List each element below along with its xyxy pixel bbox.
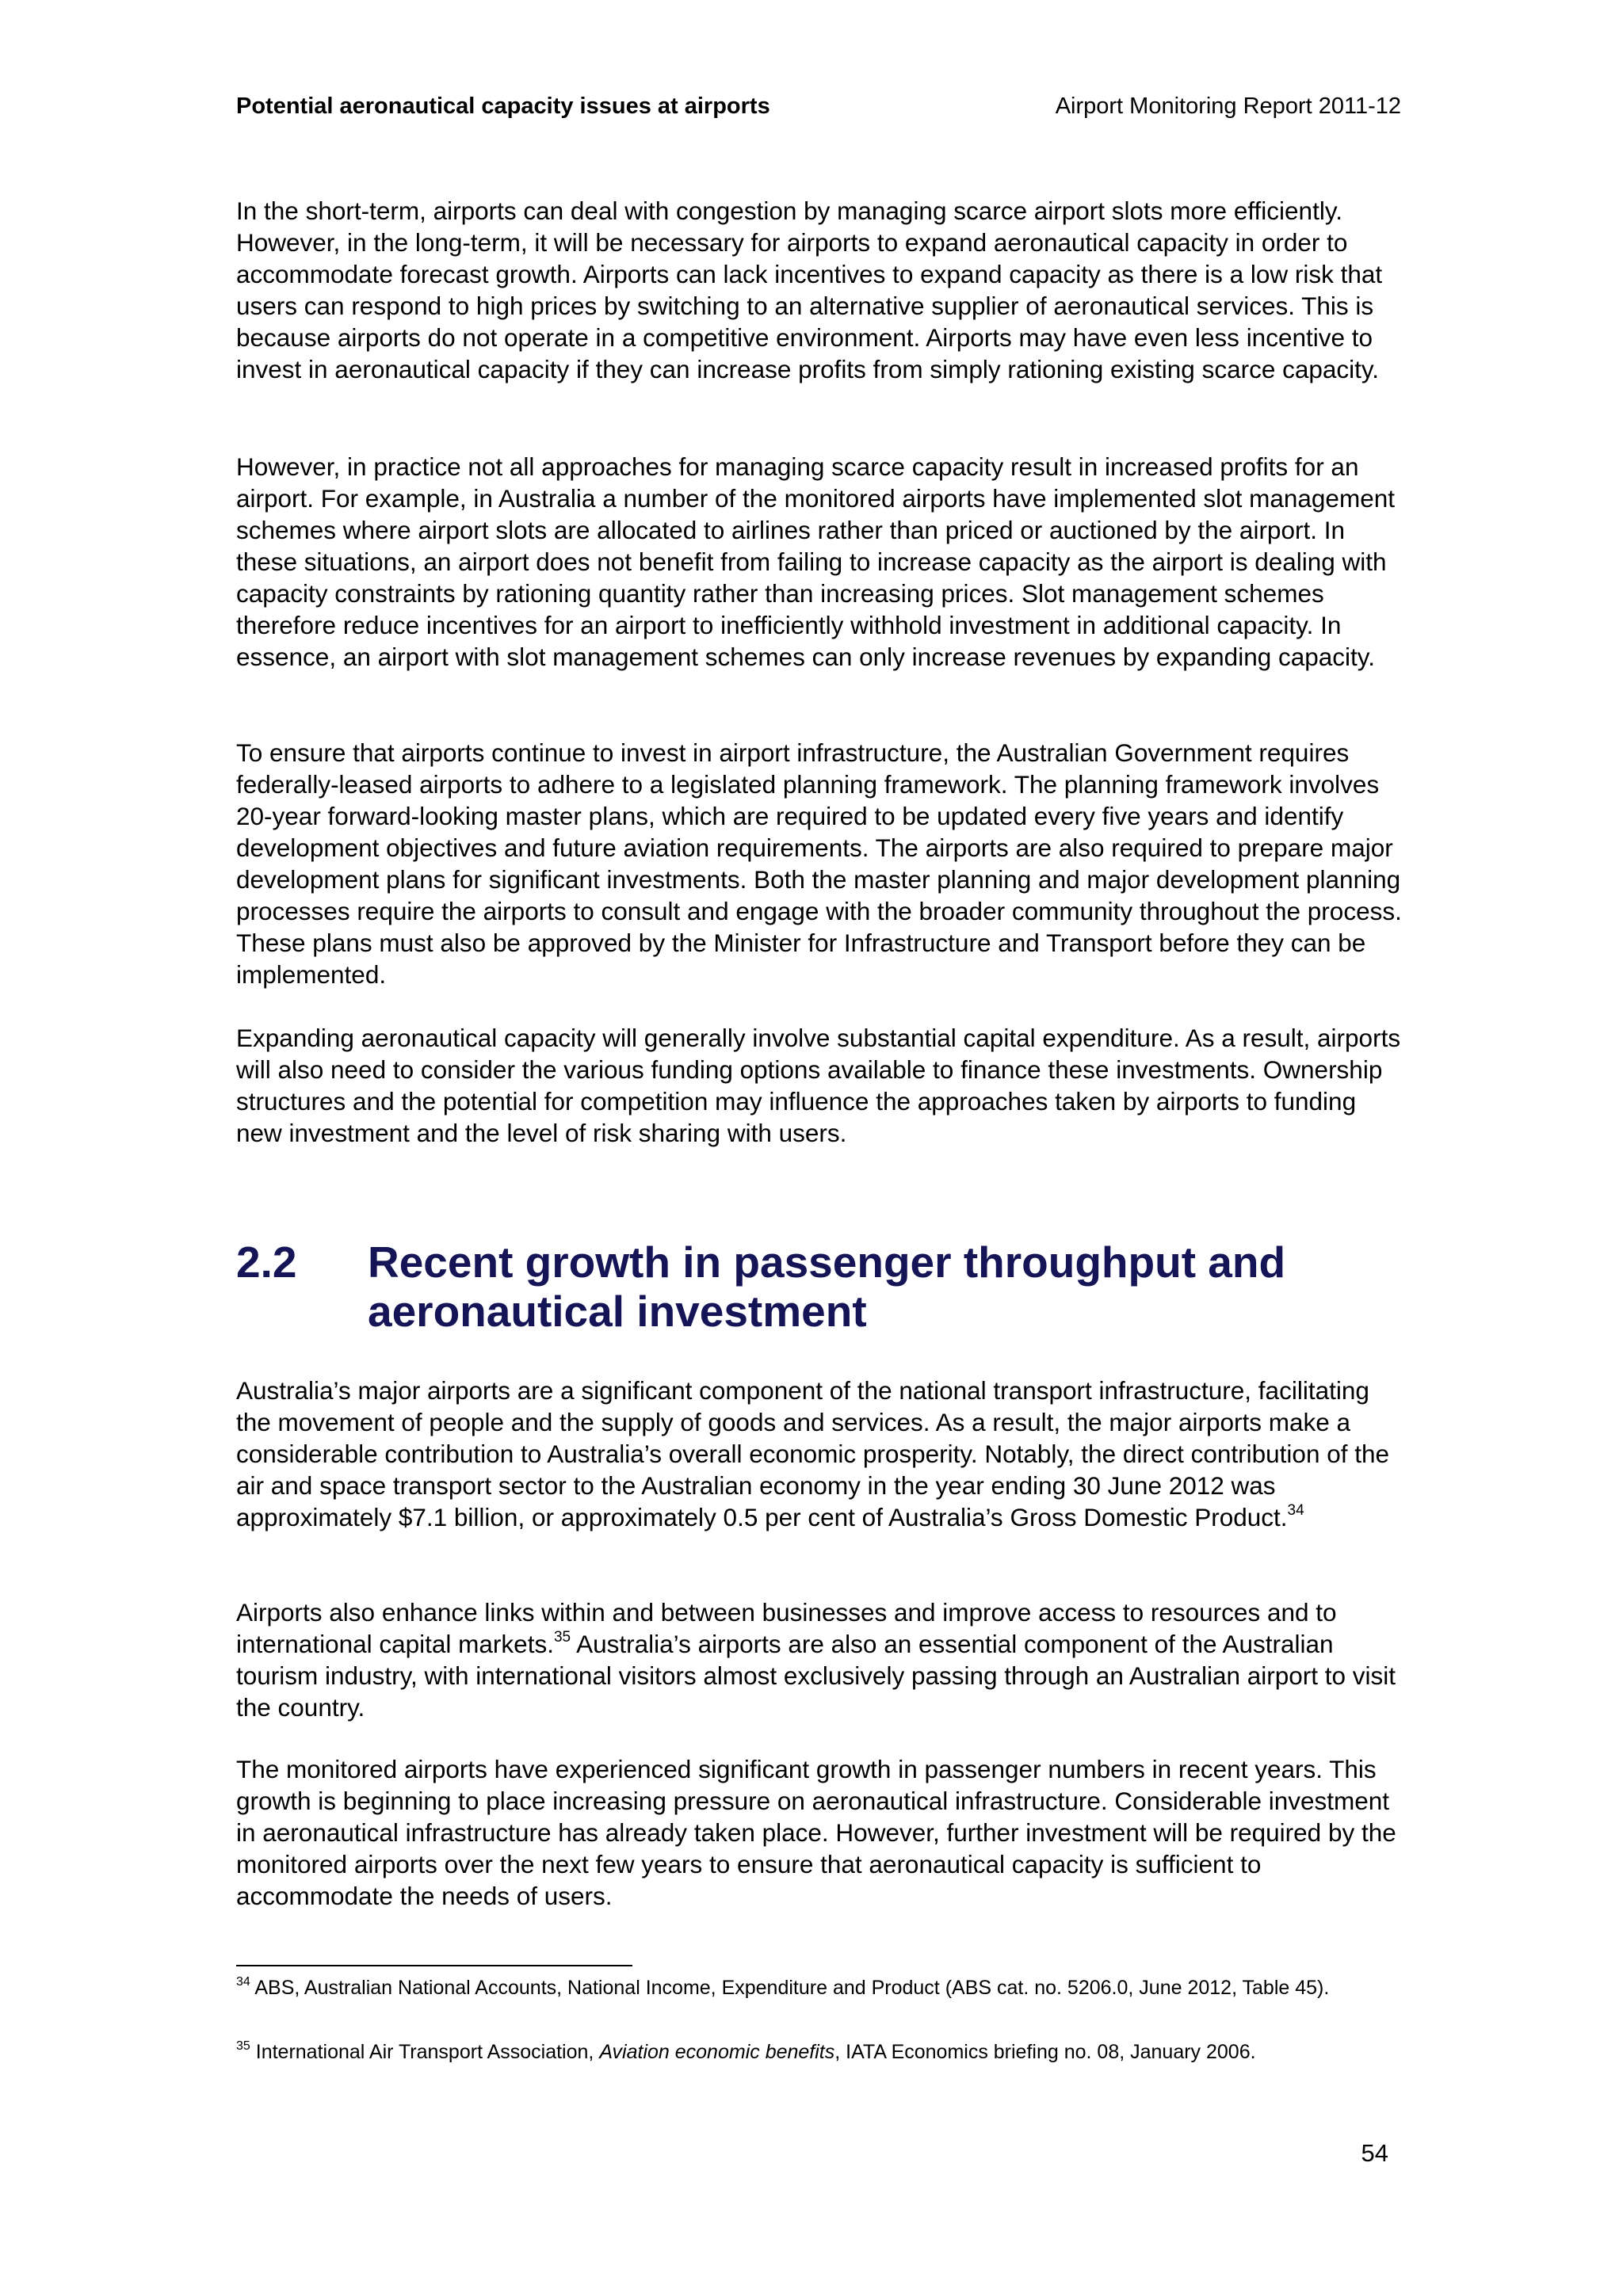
footnote-35 [236, 2040, 1409, 2065]
body-paragraph: Expanding aeronautical capacity will generally involve substantial capital expenditure. As a result, airports will also need to consider the various funding options available to finance these investments. Ownership structures and the potential for competition may influence the approaches taken by airports to funding new investment and the level of risk sharing with users. [236, 1024, 1401, 1147]
footnote-34 [236, 1976, 1409, 2000]
footnote-title: Aviation economic benefits [599, 2041, 835, 2063]
paragraph-text: Airports also enhance links within and between businesses and improve access to resources and to international capital markets. [236, 1598, 1337, 1658]
body-paragraph: In the short-term, airports can deal with congestion by managing scarce airport slots more efficiently. However, in the long-term, it will be necessary for airports to expand aeronautical capacity in order to accommodate forecast growth. Airports can lack incentives to expand capacity as there is a low risk that users can respond to high prices by switching to an alternative supplier of aeronautical services. This is because airports do not operate in a competitive environment. Airports may have even less incentive to invest in aeronautical capacity if they can increase profits from simply rationing existing scarce capacity. [236, 196, 1383, 383]
footnote-number: 34 [236, 1975, 250, 1989]
page-number: 54 [1361, 2139, 1388, 2167]
footnote-text: International Air Transport Association, [250, 2041, 600, 2063]
body-paragraph [236, 1375, 1405, 1533]
section-title: Recent growth in passenger throughput and aeronautical investment [368, 1238, 1286, 1336]
section-number: 2.2 [236, 1238, 297, 1287]
running-header [236, 93, 1401, 128]
body-paragraph [236, 1596, 1405, 1723]
header-chapter-title: Potential aeronautical capacity issues at airports [236, 93, 770, 119]
body-paragraph: To ensure that airports continue to invest in airport infrastructure, the Australian Government requires federally-leased airports to adhere to a legislated planning framework. The planning framework involves 20-year forward-looking master plans, which are required to be updated every five years and identify development objectives and future aviation requirements. The airports are also required to prepare major development plans for significant investments. Both the master planning and major development planning processes require the airports to consult and engage with the broader community throughout the process. These plans must also be approved by the Minister for Infrastructure and Transport before they can be implemented. [236, 738, 1402, 989]
footnote-ref: 34 [1287, 1502, 1304, 1519]
footnote-text: ABS, Australian National Accounts, National Income, Expenditure and Product (ABS cat. no. 5206.0, June 2012, Table 45). [250, 1977, 1330, 1999]
footnote-ref: 35 [553, 1629, 571, 1646]
body-paragraph: The monitored airports have experienced significant growth in passenger numbers in recent years. This growth is beginning to place increasing pressure on aeronautical infrastructure. Considerable investment in aeronautical infrastructure has already taken place. However, further investment will be required by the monitored airports over the next few years to ensure that aeronautical capacity is sufficient to accommodate the needs of users. [236, 1755, 1396, 1910]
footnote-text: , IATA Economics briefing no. 08, January 2006. [834, 2041, 1256, 2063]
body-paragraph: However, in practice not all approaches for managing scarce capacity result in increased profits for an airport. For example, in Australia a number of the monitored airports have implemented slot management schemes where airport slots are allocated to airlines rather than priced or auctioned by the airport. In these situations, an airport does not benefit from failing to increase capacity as the airport is dealing with capacity constraints by rationing quantity rather than increasing prices. Slot management schemes therefore reduce incentives for an airport to inefficiently withhold investment in additional capacity. In essence, an airport with slot management schemes can only increase revenues by expanding capacity. [236, 452, 1395, 671]
paragraph-text: Australia’s airports are also an essential component of the Australian tourism industry, with international visitors almost exclusively passing through an Australian airport to visit the country. [236, 1630, 1396, 1722]
paragraph-text: Australia’s major airports are a significant component of the national transport infrastructure, facilitating the movement of people and the supply of goods and services. As a result, the major airports make a considerable contribution to Australia’s overall economic prosperity. Notably, the direct contribution of the air and space transport sector to the Australian economy in the year ending 30 June 2012 was approximately $7.1 billion, or approximately 0.5 per cent of Australia’s Gross Domestic Product. [236, 1376, 1390, 1531]
footnote-number: 35 [236, 2039, 250, 2053]
footnote-divider [236, 1965, 632, 1966]
header-report-title: Airport Monitoring Report 2011-12 [1055, 93, 1401, 119]
